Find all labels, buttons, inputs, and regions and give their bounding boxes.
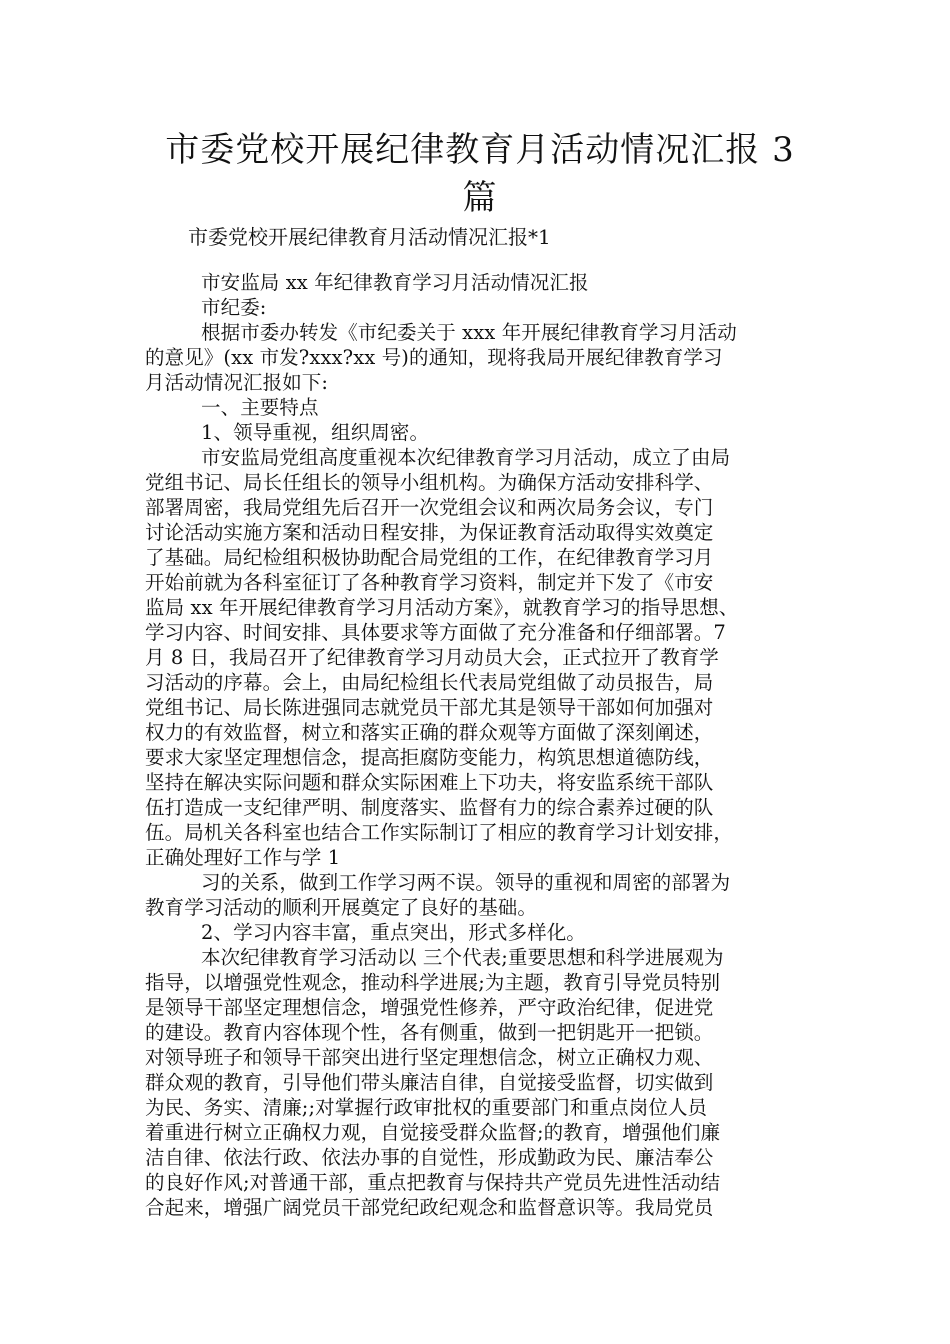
body-line: 合起来，增强广阔党员干部党纪政纪观念和监督意识等。我局党员 xyxy=(145,1196,714,1219)
title-line-1: 市委党校开展纪律教育月活动情况汇报 3 xyxy=(165,130,795,170)
body-line: 2、学习内容丰富，重点突出，形式多样化。 xyxy=(201,921,586,944)
body-line: 的建设。教育内容体现个性，各有侧重，做到一把钥匙开一把锁。 xyxy=(145,1021,714,1044)
body-line: 监局 xx 年开展纪律教育学习月活动方案》，就教育学习的指导思想、 xyxy=(145,596,739,619)
body-line: 的意见》(xx 市发?xxx?xx 号)的通知，现将我局开展纪律教育学习 xyxy=(145,346,723,369)
body-line: 党组书记、局长任组长的领导小组机构。为确保方活动安排科学、 xyxy=(145,471,714,494)
body-line: 要求大家坚定理想信念，提高拒腐防变能力，构筑思想道德防线， xyxy=(145,746,714,769)
body-line: 对领导班子和领导干部突出进行坚定理想信念，树立正确权力观、 xyxy=(145,1046,714,1069)
body-line: 本次纪律教育学习活动以 三个代表;重要思想和科学进展观为 xyxy=(201,946,724,969)
body-line: 的良好作风;对普通干部，重点把教育与保持共产党员先进性活动结 xyxy=(145,1171,721,1194)
body-line: 月活动情况汇报如下: xyxy=(145,371,329,394)
body-line: 根据市委办转发《市纪委关于 xxx 年开展纪律教育学习月活动 xyxy=(201,321,737,344)
body-line: 着重进行树立正确权力观，自觉接受群众监督;的教育，增强他们廉 xyxy=(145,1121,721,1144)
body-line: 指导，以增强党性观念，推动科学进展;为主题，教育引导党员特别 xyxy=(145,971,721,994)
document-body xyxy=(145,270,825,1220)
body-line: 习活动的序幕。会上，由局纪检组长代表局党组做了动员报告，局 xyxy=(145,671,714,694)
body-line: 开始前就为各科室征订了各种教育学习资料，制定并下发了《市安 xyxy=(145,571,714,594)
body-line: 坚持在解决实际问题和群众实际困难上下功夫，将安监系统干部队 xyxy=(145,771,714,794)
body-line: 学习内容、时间安排、具体要求等方面做了充分准备和仔细部署。7 xyxy=(145,621,726,644)
document-subtitle: 市委党校开展纪律教育月活动情况汇报*1 xyxy=(188,225,551,249)
body-line: 1、领导重视，组织周密。 xyxy=(201,421,430,444)
body-line: 讨论活动实施方案和活动日程安排，为保证教育活动取得实效奠定 xyxy=(145,521,714,544)
body-line: 伍打造成一支纪律严明、制度落实、监督有力的综合素养过硬的队 xyxy=(145,796,714,819)
body-line: 正确处理好工作与学 1 xyxy=(145,846,341,869)
body-line: 部署周密，我局党组先后召开一次党组会议和两次局务会议，专门 xyxy=(145,496,714,519)
body-line: 市安监局党组高度重视本次纪律教育学习月活动，成立了由局 xyxy=(201,446,731,469)
body-line: 是领导干部坚定理想信念，增强党性修养，严守政治纪律，促进党 xyxy=(145,996,714,1019)
body-line: 洁自律、依法行政、依法办事的自觉性，形成勤政为民、廉洁奉公 xyxy=(145,1146,714,1169)
title-line-2: 篇 xyxy=(462,178,498,218)
body-line: 教育学习活动的顺利开展奠定了良好的基础。 xyxy=(145,896,538,919)
body-line: 群众观的教育，引导他们带头廉洁自律，自觉接受监督，切实做到 xyxy=(145,1071,714,1094)
body-line: 月 8 日，我局召开了纪律教育学习月动员大会，正式拉开了教育学 xyxy=(145,646,719,669)
body-line: 习的关系，做到工作学习两不误。领导的重视和周密的部署为 xyxy=(201,871,731,894)
body-line: 市纪委: xyxy=(201,296,267,319)
body-line: 市安监局 xx 年纪律教育学习月活动情况汇报 xyxy=(201,271,589,294)
body-line: 了基础。局纪检组积极协助配合局党组的工作，在纪律教育学习月 xyxy=(145,546,714,569)
body-line: 伍。局机关各科室也结合工作实际制订了相应的教育学习计划安排， xyxy=(145,821,734,844)
body-line: 一、主要特点 xyxy=(201,396,319,419)
body-line: 党组书记、局长陈进强同志就党员干部尤其是领导干部如何加强对 xyxy=(145,696,714,719)
body-line: 为民、务实、清廉;;对掌握行政审批权的重要部门和重点岗位人员 xyxy=(145,1096,708,1119)
document-title xyxy=(140,126,820,222)
body-line: 权力的有效监督，树立和落实正确的群众观等方面做了深刻阐述， xyxy=(145,721,714,744)
